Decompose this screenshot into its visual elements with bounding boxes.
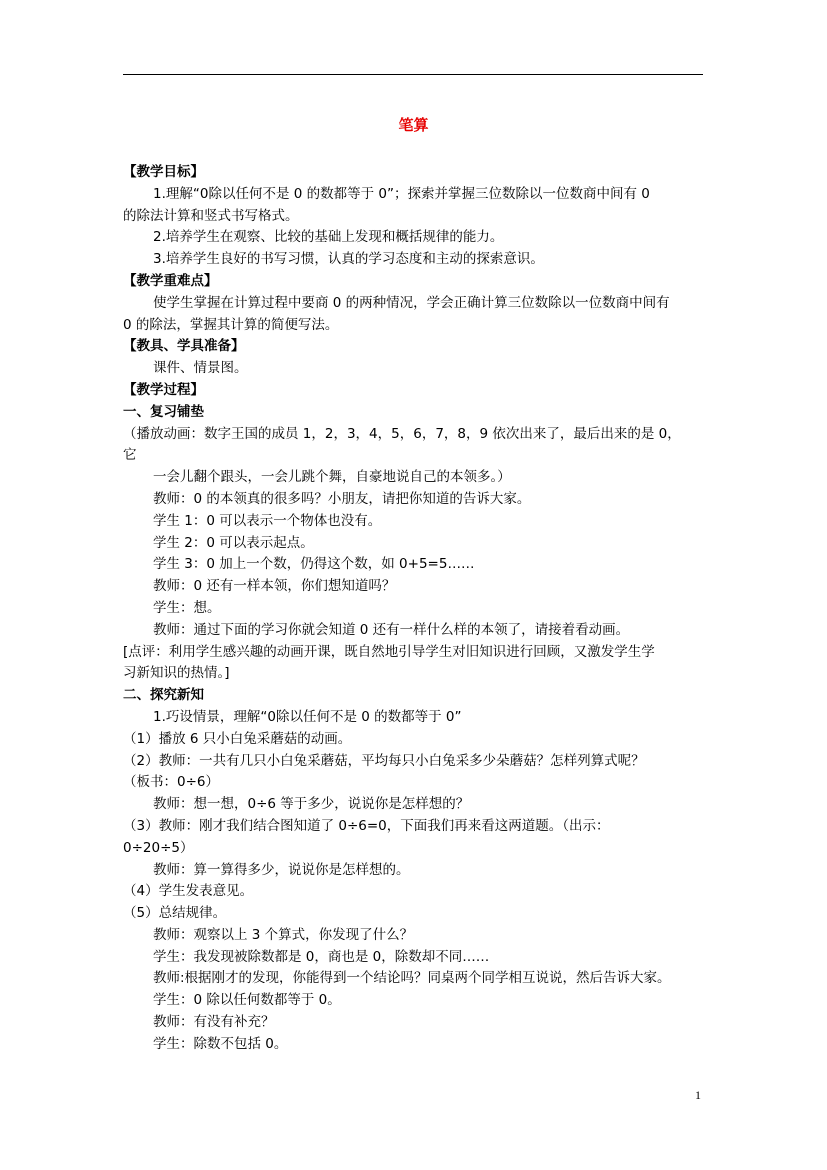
- body-line: 使学生掌握在计算过程中要商 0 的两种情况，学会正确计算三位数除以一位数商中间有: [153, 294, 670, 311]
- body-line: 学生：想。: [153, 599, 221, 616]
- body-line: 教师：观察以上 3 个算式，你发现了什么？: [153, 926, 414, 943]
- body-line: （4）学生发表意见。: [123, 883, 254, 900]
- body-line: 教师：通过下面的学习你就会知道 0 还有一样什么样的本领了，请接着看动画。: [153, 621, 630, 638]
- document-body: [123, 162, 705, 1056]
- body-line: 学生：0 除以任何数都等于 0。: [153, 992, 341, 1009]
- section-heading: 二、探究新知: [123, 687, 204, 704]
- body-line: （1）播放 6 只小白兔采蘑菇的动画。: [123, 730, 352, 747]
- body-line: （板书：0÷6）: [123, 774, 219, 791]
- body-line: （2）教师：一共有几只小白兔采蘑菇，平均每只小白兔采多少朵蘑菇？怎样列算式呢？: [123, 752, 645, 769]
- body-line: 教师：0 的本领真的很多吗？小朋友，请把你知道的告诉大家。: [153, 490, 531, 507]
- body-line: 2.培养学生在观察、比较的基础上发现和概括规律的能力。: [153, 229, 504, 246]
- header-rule: [123, 74, 703, 75]
- section-heading: 【教学过程】: [123, 381, 204, 398]
- body-line: 学生 2：0 可以表示起点。: [153, 534, 314, 551]
- body-line: 课件、情景图。: [153, 360, 248, 377]
- body-line: 习新知识的热情。]: [123, 665, 230, 682]
- body-line: 学生：除数不包括 0。: [153, 1035, 288, 1052]
- document-title: 笔算: [398, 116, 429, 134]
- body-line: 它: [123, 447, 137, 464]
- section-heading: 【教学重难点】: [123, 272, 218, 289]
- body-line: （5）总结规律。: [123, 905, 227, 922]
- body-line: 1.理解“0除以任何不是 0 的数都等于 0”；探索并掌握三位数除以一位数商中间有 0: [153, 185, 650, 202]
- body-line: 学生：我发现被除数都是 0，商也是 0，除数却不同……: [153, 948, 490, 965]
- section-heading: 【教学目标】: [123, 164, 204, 180]
- body-line: （3）教师：刚才我们结合图知道了 0÷6=0，下面我们再来看这两道题。（出示：: [123, 817, 610, 834]
- body-line: [点评：利用学生感兴趣的动画开课，既自然地引导学生对旧知识进行回顾，又激发学生学: [123, 643, 655, 660]
- body-line: 3.培养学生良好的书写习惯，认真的学习态度和主动的探索意识。: [153, 251, 544, 268]
- body-line: 的除法计算和竖式书写格式。: [123, 207, 299, 224]
- body-line: （播放动画：数字王国的成员 1，2，3，4，5，6，7，8，9 依次出来了，最后出来的是 0，: [123, 425, 681, 442]
- section-heading: 【教具、学具准备】: [123, 338, 245, 355]
- body-line: 0 的除法，掌握其计算的简便写法。: [123, 316, 339, 333]
- body-line: 教师:根据刚才的发现，你能得到一个结论吗？同桌两个同学相互说说，然后告诉大家。: [153, 970, 671, 987]
- body-line: 教师：有没有补充？: [153, 1014, 275, 1031]
- body-line: 0÷20÷5）: [123, 839, 194, 856]
- body-line: 学生 1：0 可以表示一个物体也没有。: [153, 512, 382, 529]
- page-number: 1: [695, 1088, 701, 1102]
- body-line: 一会儿翻个跟头，一会儿跳个舞，自豪地说自己的本领多。）: [153, 469, 511, 486]
- section-heading: 一、复习铺垫: [123, 403, 204, 420]
- body-line: 教师：想一想，0÷6 等于多少，说说你是怎样想的？: [153, 796, 470, 813]
- body-line: 教师：0 还有一样本领，你们想知道吗？: [153, 578, 396, 595]
- body-line: 教师：算一算得多少，说说你是怎样想的。: [153, 861, 410, 878]
- body-line: 学生 3：0 加上一个数，仍得这个数，如 0+5=5……: [153, 556, 475, 573]
- body-line: 1.巧设情景，理解“0除以任何不是 0 的数都等于 0”: [153, 708, 462, 725]
